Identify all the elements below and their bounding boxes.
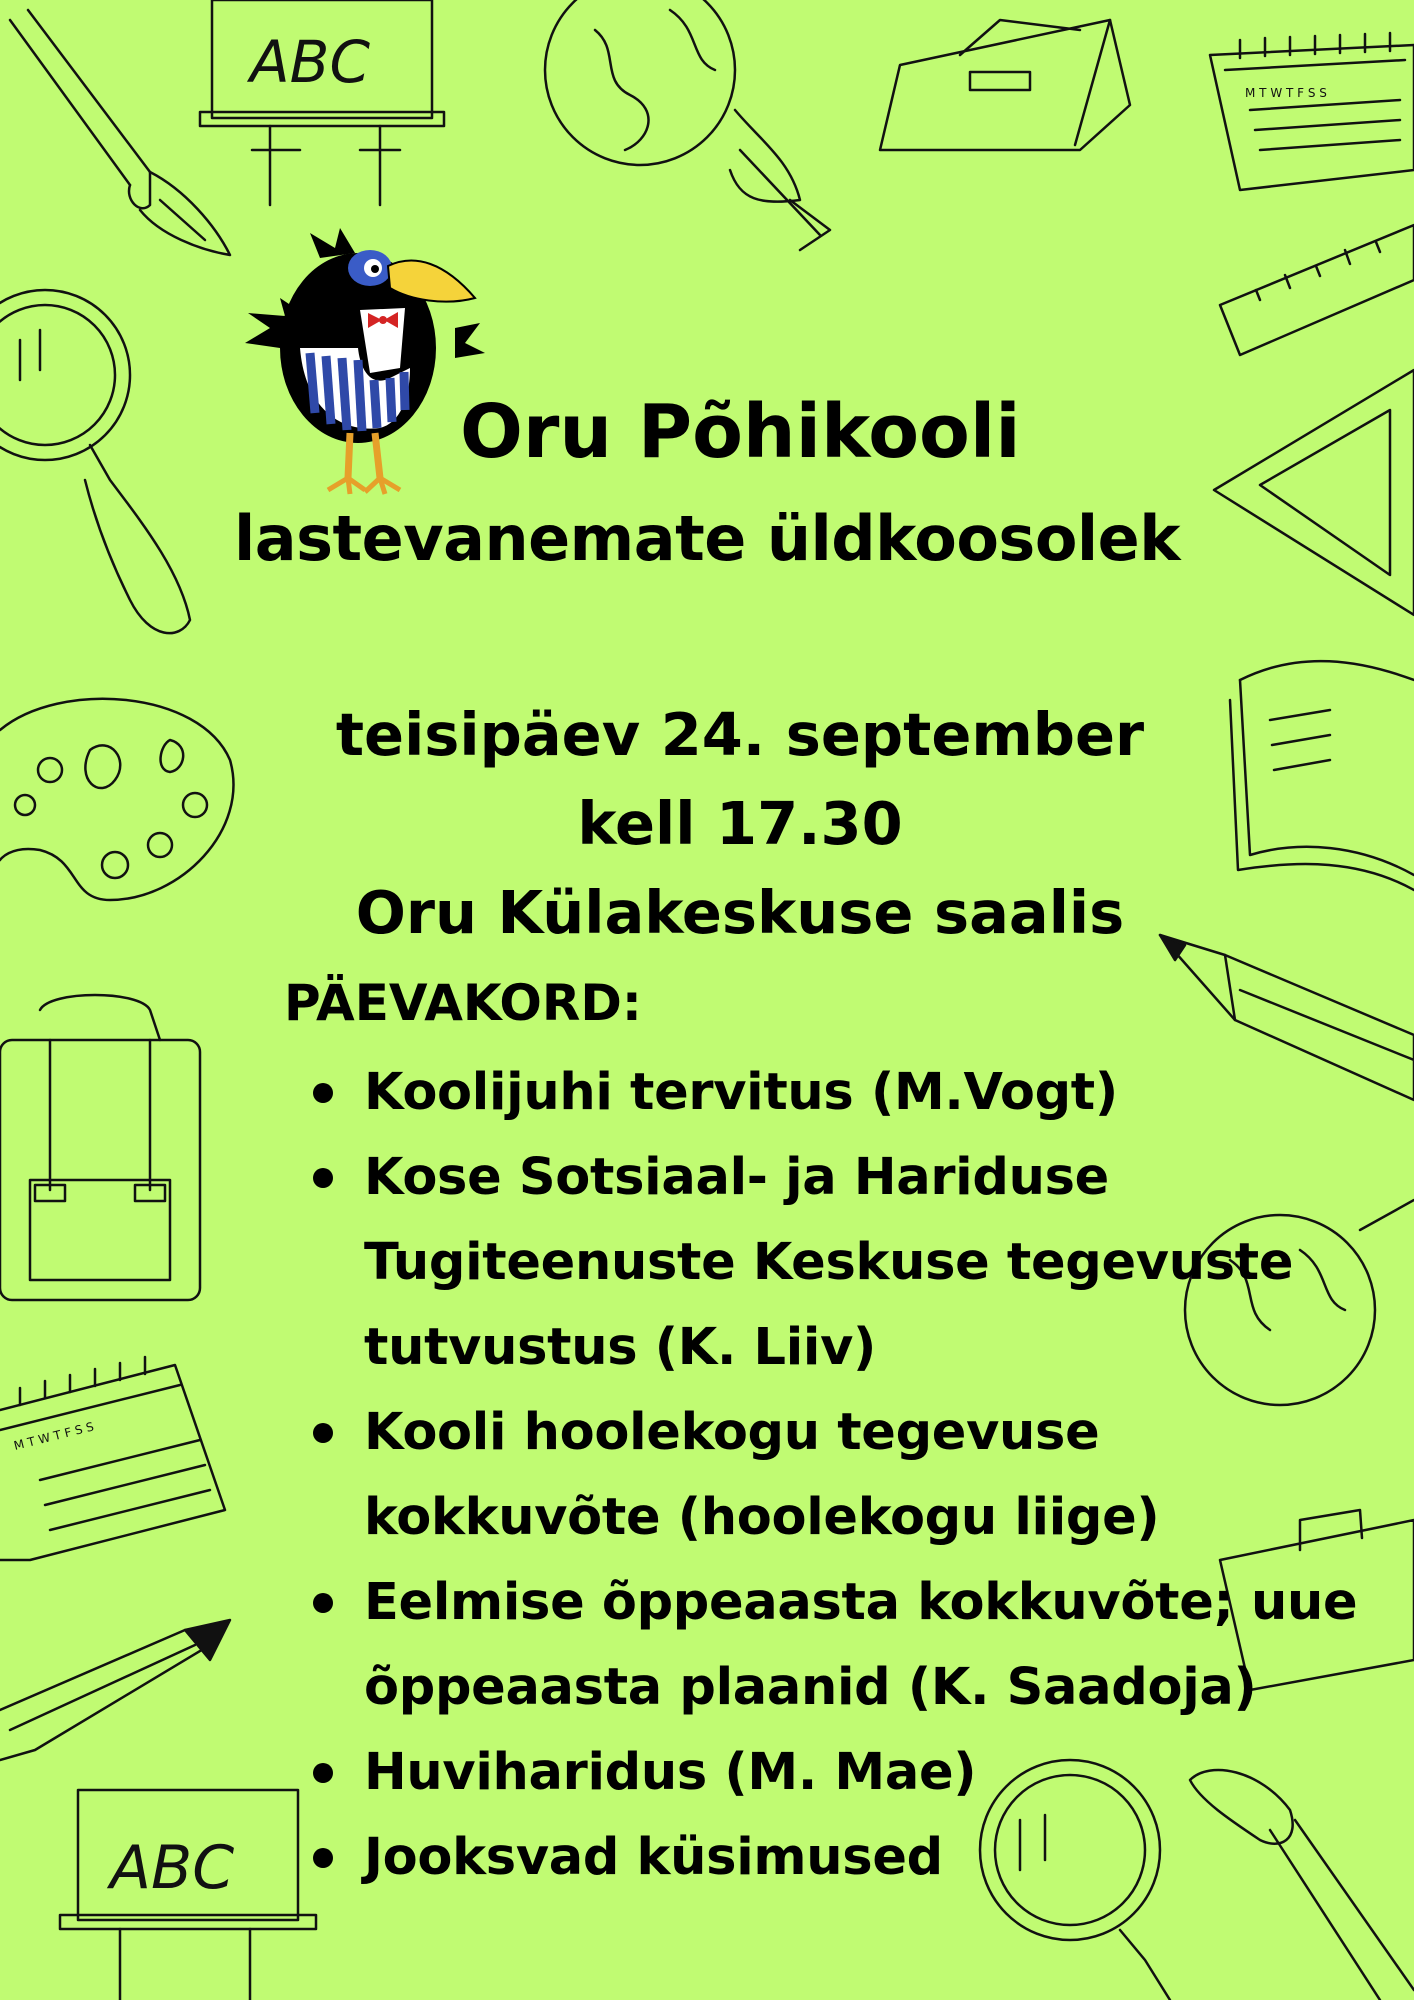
set-square-icon [1214,370,1414,615]
agenda-heading: PÄEVAKORD: [284,974,642,1032]
desk-calendar-icon [1210,33,1414,190]
desk-calendar-icon [0,1357,225,1560]
bullet-icon [313,1763,333,1783]
agenda-item [310,1390,1400,1560]
pencil-icon [0,1620,230,1760]
briefcase-icon [880,20,1130,150]
agenda-item [310,1560,1400,1730]
bullet-icon [313,1083,333,1103]
meeting-title: lastevanemate üldkoosolek [234,502,1180,575]
agenda-item-text: tutvustus (K. Liiv) [364,1318,877,1377]
bullet-icon [313,1593,333,1613]
event-date: teisipäev 24. september [335,700,1145,769]
agenda-item-text: õppeaasta plaanid (K. Saadoja) [364,1658,1257,1717]
agenda-item-text: Kose Sotsiaal- ja Hariduse [364,1148,1109,1207]
agenda-item [310,1815,1400,1900]
agenda-item [310,1050,1400,1135]
crow-mascot-icon [240,228,490,498]
agenda-item [310,1730,1400,1815]
backpack-icon [0,995,200,1300]
ruler-icon [1220,225,1414,355]
event-info [0,690,1414,957]
school-name: Oru Põhikooli [460,389,1021,475]
agenda-item-text: Huviharidus (M. Mae) [364,1743,977,1802]
bullet-icon [313,1848,333,1868]
agenda-item-text: Jooksvad küsimused [364,1828,943,1887]
svg-text:M T W T F S S: M T W T F S S [1245,86,1327,100]
globe-icon [545,0,830,250]
svg-text:ABC: ABC [250,28,370,96]
event-place: Oru Külakeskuse saalis [355,878,1125,947]
bullet-icon [313,1423,333,1443]
bullet-icon [313,1168,333,1188]
agenda-item-text: Koolijuhi tervitus (M.Vogt) [364,1063,1118,1122]
agenda-list [310,1050,1400,1900]
chalkboard-icon [200,0,444,205]
chalkboard-icon [60,1790,316,2000]
agenda-item [310,1135,1400,1390]
agenda-item-text: Tugiteenuste Keskuse tegevuste [364,1233,1294,1292]
agenda-item-text: kokkuvõte (hoolekogu liige) [364,1488,1160,1547]
agenda-item-text: Kooli hoolekogu tegevuse [364,1403,1100,1462]
svg-text:M T W T F S S: M T W T F S S [12,1419,96,1453]
magnifier-icon [0,290,190,633]
event-time: kell 17.30 [577,789,903,858]
agenda-item-text: Eelmise õppeaasta kokkuvõte; uue [364,1573,1358,1632]
svg-text:ABC: ABC [110,1833,235,1903]
paintbrush-icon [10,10,230,255]
